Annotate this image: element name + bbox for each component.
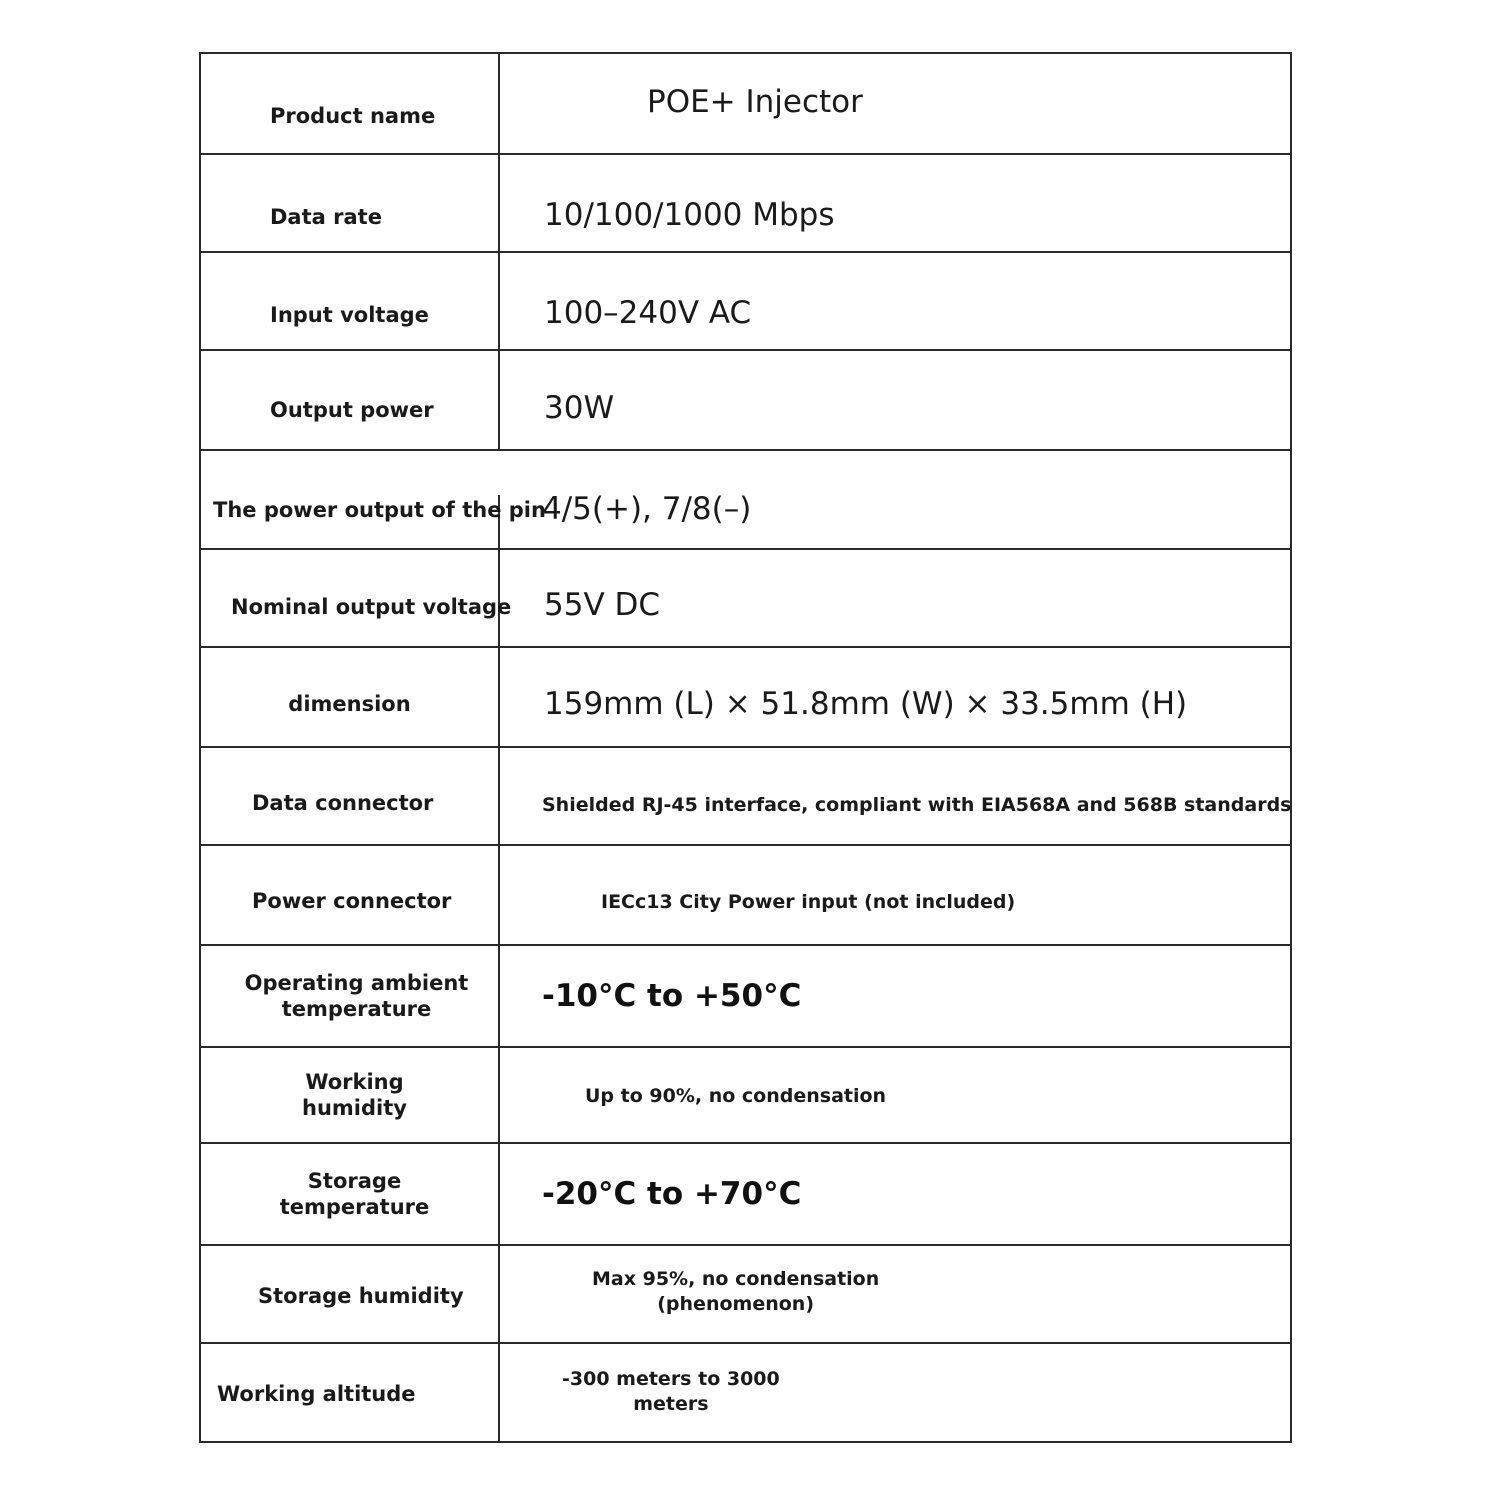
row-value: 159mm (L) × 51.8mm (W) × 33.5mm (H) [544,686,1188,722]
table-row [201,54,1290,153]
row-value: 30W [544,390,615,426]
row-label: Working altitude [217,1381,416,1406]
row-label: The power output of the pin [213,497,546,522]
row-label: Working humidity [302,1070,407,1120]
row-value: -300 meters to 3000 meters [562,1367,780,1415]
row-value: 100–240V AC [544,295,752,331]
spec-table [199,52,1292,1443]
row-label: Storage humidity [258,1284,464,1308]
table-row [201,349,1290,449]
table-row [201,1046,1290,1142]
table-row [201,844,1290,944]
row-value: Max 95%, no condensation (phenomenon) [592,1268,880,1315]
table-row [201,1342,1290,1441]
table-row [201,1244,1290,1342]
table-row [201,153,1290,251]
row-label: Operating ambient temperature [244,971,469,1021]
table-row [201,251,1290,349]
row-value: Up to 90%, no condensation [585,1084,887,1107]
row-value: 10/100/1000 Mbps [544,197,835,233]
row-value: -20°C to +70°C [542,1176,802,1212]
table-row [201,548,1290,646]
row-value: POE+ Injector [647,83,863,120]
row-label: Data connector [252,791,434,815]
row-label: Power connector [252,889,452,913]
table-row [201,449,1290,548]
row-value: Shielded RJ-45 interface, compliant with EIA568A and 568B standards [542,793,1292,816]
row-label: Product name [270,103,436,128]
row-value: IECc13 City Power input (not included) [601,890,1016,913]
row-label: Input voltage [270,303,429,327]
row-value: 4/5(+), 7/8(–) [542,490,752,527]
table-row [201,646,1290,746]
row-label: dimension [288,692,411,716]
table-row [201,746,1290,844]
row-label: Storage temperature [279,1169,430,1219]
table-row [201,1142,1290,1244]
table-row [201,944,1290,1046]
row-label: Data rate [270,205,382,229]
row-label: Nominal output voltage [231,595,512,619]
row-label: Output power [270,398,434,422]
row-value: 55V DC [544,587,661,623]
row-value: -10°C to +50°C [542,978,802,1014]
